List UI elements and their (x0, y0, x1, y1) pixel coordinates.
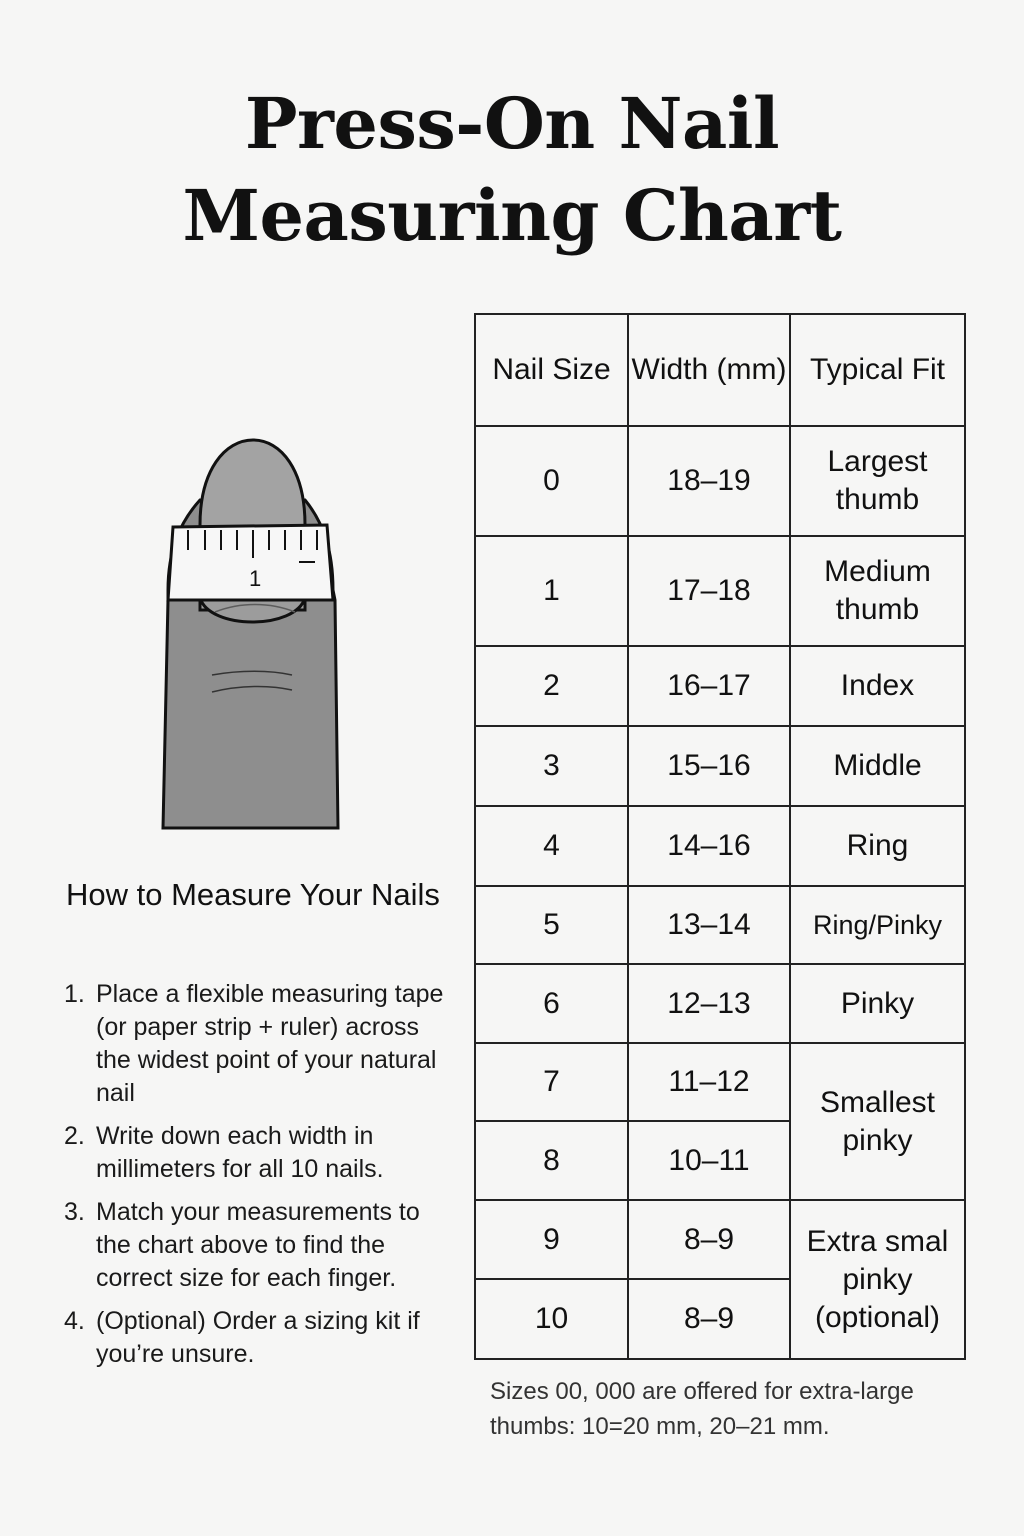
cell-width: 11–12 (628, 1043, 790, 1121)
cell-width: 8–9 (628, 1200, 790, 1279)
cell-size: 10 (475, 1279, 628, 1359)
header-nail-size: Nail Size (475, 314, 628, 426)
cell-fit: Middle (790, 726, 965, 806)
table-row (475, 1043, 965, 1121)
cell-fit: Largest thumb (790, 426, 965, 536)
table-row (475, 886, 965, 964)
table-row (475, 536, 965, 646)
size-table (474, 313, 966, 1360)
table-row (475, 426, 965, 536)
cell-width: 10–11 (628, 1121, 790, 1200)
cell-fit: Smallest pinky (790, 1043, 965, 1200)
cell-width: 18–19 (628, 426, 790, 536)
table-row (475, 1200, 965, 1279)
step-number: 3. (64, 1198, 85, 1226)
cell-size: 8 (475, 1121, 628, 1200)
step-number: 1. (64, 980, 85, 1008)
table-row (475, 726, 965, 806)
finger-with-measuring-tape-illustration (155, 430, 350, 835)
cell-width: 16–17 (628, 646, 790, 726)
title-line-2: Measuring Chart (182, 174, 842, 257)
cell-size: 9 (475, 1200, 628, 1279)
cell-fit: Medium thumb (790, 536, 965, 646)
step-text: Place a flexible measuring tape (or paper strip + ruler) across the widest point of your natural nail (96, 980, 444, 1107)
instruction-step (64, 1120, 444, 1186)
instruction-step (64, 1305, 444, 1371)
title-line-1: Press-On Nail (244, 82, 780, 165)
table-row (475, 646, 965, 726)
cell-size: 5 (475, 886, 628, 964)
cell-size: 4 (475, 806, 628, 886)
step-text: (Optional) Order a sizing kit if you’re unsure. (96, 1307, 420, 1368)
cell-fit: Ring (790, 806, 965, 886)
cell-size: 3 (475, 726, 628, 806)
cell-width: 8–9 (628, 1279, 790, 1359)
step-number: 2. (64, 1122, 85, 1150)
cell-size: 1 (475, 536, 628, 646)
table-header-row (475, 314, 965, 426)
footnote: Sizes 00, 000 are offered for extra-large thumbs: 10=20 mm, 20–21 mm. (490, 1378, 914, 1440)
cell-size: 7 (475, 1043, 628, 1121)
cell-width: 12–13 (628, 964, 790, 1043)
cell-fit: Index (790, 646, 965, 726)
cell-size: 2 (475, 646, 628, 726)
step-number: 4. (64, 1307, 85, 1335)
step-text: Match your measurements to the chart above to find the correct size for each finger. (96, 1198, 420, 1292)
step-text: Write down each width in millimeters for all 10 nails. (96, 1122, 384, 1183)
size-chart (474, 313, 966, 1360)
ruler-label: 1 (249, 566, 262, 591)
instruction-step (64, 978, 444, 1110)
cell-width: 14–16 (628, 806, 790, 886)
table-row (475, 806, 965, 886)
table-row (475, 964, 965, 1043)
header-width: Width (mm) (628, 314, 790, 426)
instructions-heading: How to Measure Your Nails (66, 877, 440, 912)
cell-size: 6 (475, 964, 628, 1043)
instruction-step (64, 1196, 444, 1295)
cell-fit: Pinky (790, 964, 965, 1043)
cell-width: 15–16 (628, 726, 790, 806)
cell-fit: Extra smal pinky (optional) (790, 1200, 965, 1359)
cell-width: 17–18 (628, 536, 790, 646)
cell-width: 13–14 (628, 886, 790, 964)
header-typical-fit: Typical Fit (790, 314, 965, 426)
page-title (0, 78, 1024, 262)
cell-size: 0 (475, 426, 628, 536)
cell-fit: Ring/Pinky (790, 886, 965, 964)
instructions-list (64, 978, 444, 1381)
